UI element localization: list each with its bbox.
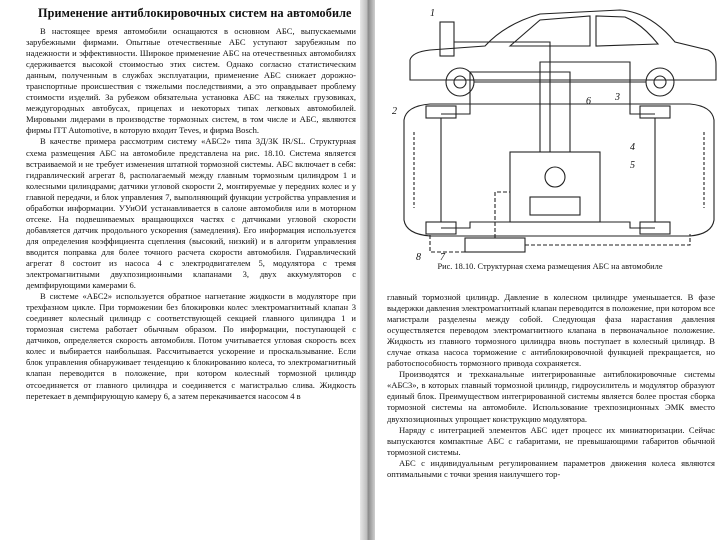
right-page bbox=[375, 0, 720, 540]
section-title: Применение антиблокировочных систем на автомобиле bbox=[38, 6, 352, 20]
figure-label-5: 5 bbox=[630, 160, 635, 171]
right-body-text bbox=[387, 292, 715, 480]
paragraph-abs3: Производятся и трехканальные интегрированные антиблокировочные системы «АБС3», в которых главный тормозной цилиндр, гидроусилитель и модулятор образуют единый блок. Преимуществом интегрированной системы является более простая сборка тормозной системы на автомобиле. Использование трехпозиционных ЭМК вместо двухпозиционных упрощает конструкцию модулятора. bbox=[387, 369, 715, 424]
figure-label-7: 7 bbox=[440, 252, 445, 263]
book-spine bbox=[360, 0, 375, 540]
figure-label-2: 2 bbox=[392, 106, 397, 117]
left-body-text bbox=[26, 26, 356, 402]
paragraph-intro: В настоящее время автомобили оснащаются в основном АБС, выпускаемыми зарубежными фирмами. Опытные отечественные АБС уступают зарубежным по надежности и эффективности. Широкое применение АБС на отечественных автомобилях сдерживается высокой стоимостью этих систем. Однако согласно статистическим данным, полученным в службах эксплуатации, применение АБС снижает дорожно-транспортные происшествия с тяжелыми последствиями, а это оправдывает проблему стоимости изделий. За рубежом обязательна установка АБС на тяжелых грузовиках, междугородных автобусах, прицепах и некоторых типах легковых автомобилей. Мировыми лидерами в производстве тормозных систем, в том числе и АБС, являются фирмы ITT Automotive, в которую входит Teves, и фирма Bosch. bbox=[26, 26, 356, 136]
paragraph-abs2-structure: В качестве примера рассмотрим систему «АБС2» типа 3Д/3К IR/SL. Структурная схема размещения АБС на автомобиле представлена на рис. 18.10. Система является встраиваемой и не требует изменения штатной тормозной системы. АБС включает в себя: гидравлический агрегат 8, располагаемый между главным тормозным цилиндром 1 и колесными цилиндрами; датчики угловой скорости 2, монтируемые у передних колес и у главной передачи, и блок управления 7, выполняющий функции устройства управления и обработки информации. УУиОИ устанавливается в салоне автомобиля или в моторном отсеке. На подвешиваемых вращающихся частях с датчиками угловой скорости добавляется датчик продольного ускорения (замедления). Его информация используется для определения коэффициента сцепления (высокий, низкий) и в алгоритм управления вводится поправка для более точного расчета скорости автомобиля. Гидравлический агрегат 8 состоит из насоса 4 с электродвигателем 5, модулятора с тремя электромагнитными двухпозиционными клапанами 3, двух аккумуляторов с демпфирующими камерами 6. bbox=[26, 136, 356, 291]
figure-label-3: 3 bbox=[615, 92, 620, 103]
figure-label-4: 4 bbox=[630, 142, 635, 153]
paragraph-pressure-phases: главный тормозной цилиндр. Давление в колесном цилиндре уменьшается. В фазе выдержки давления электромагнитный клапан переводится в положение, при котором все магистрали разделены между собой. Следующая фаза нарастания давления осуществляется переводом электромагнитного клапана в первоначальное положение. Жидкость из главного тормозного цилиндра вновь поступает в колесный цилиндр. В случае отказа насоса торможение с антиблокировочной функцией прекращается, но работоспособность тормозного привода сохраняется. bbox=[387, 292, 715, 369]
figure-label-8: 8 bbox=[416, 252, 421, 263]
paragraph-miniaturization: Наряду с интеграцией элементов АБС идет процесс их миниатюризации. Сейчас выпускаются компактные АБС с габаритами, не превышающими габаритов обычной тормозной системы. bbox=[387, 424, 715, 457]
abs-layout-diagram bbox=[390, 2, 720, 264]
figure-caption: Рис. 18.10. Структурная схема размещения АБС на автомобиле bbox=[437, 262, 663, 271]
figure-label-6: 6 bbox=[586, 96, 591, 107]
paragraph-abs2-operation: В системе «АБС2» используется обратное нагнетание жидкости в модуляторе при трехфазном цикле. При торможении без блокировки колес электромагнитный клапан 3 соединяет колесный цилиндр с соответствующей секцией главного цилиндра 1 и тормозная система работает обычным образом. По информации, поступающей с датчиков, определяется скорость автомобиля. Потом учитывается угловая скорость всех колес и выбирается наибольшая. Рассчитывается ускорение и проскальзывание. Если блок управления обнаруживает тенденцию к блокированию колеса, то электромагнитный клапан переводится в положение, при котором колесный тормозной цилиндр отсоединяется от главного цилиндра и соединяется с магистралью слива. Жидкость перетекает в демпфирующую камеру 6, а затем перекачивается насосом 4 в bbox=[26, 291, 356, 401]
figure-label-1: 1 bbox=[430, 8, 435, 19]
paragraph-individual-regulation: АБС с индивидуальным регулированием параметров движения колеса являются оптимальными с точки зрения наилучшего тор- bbox=[387, 457, 715, 479]
